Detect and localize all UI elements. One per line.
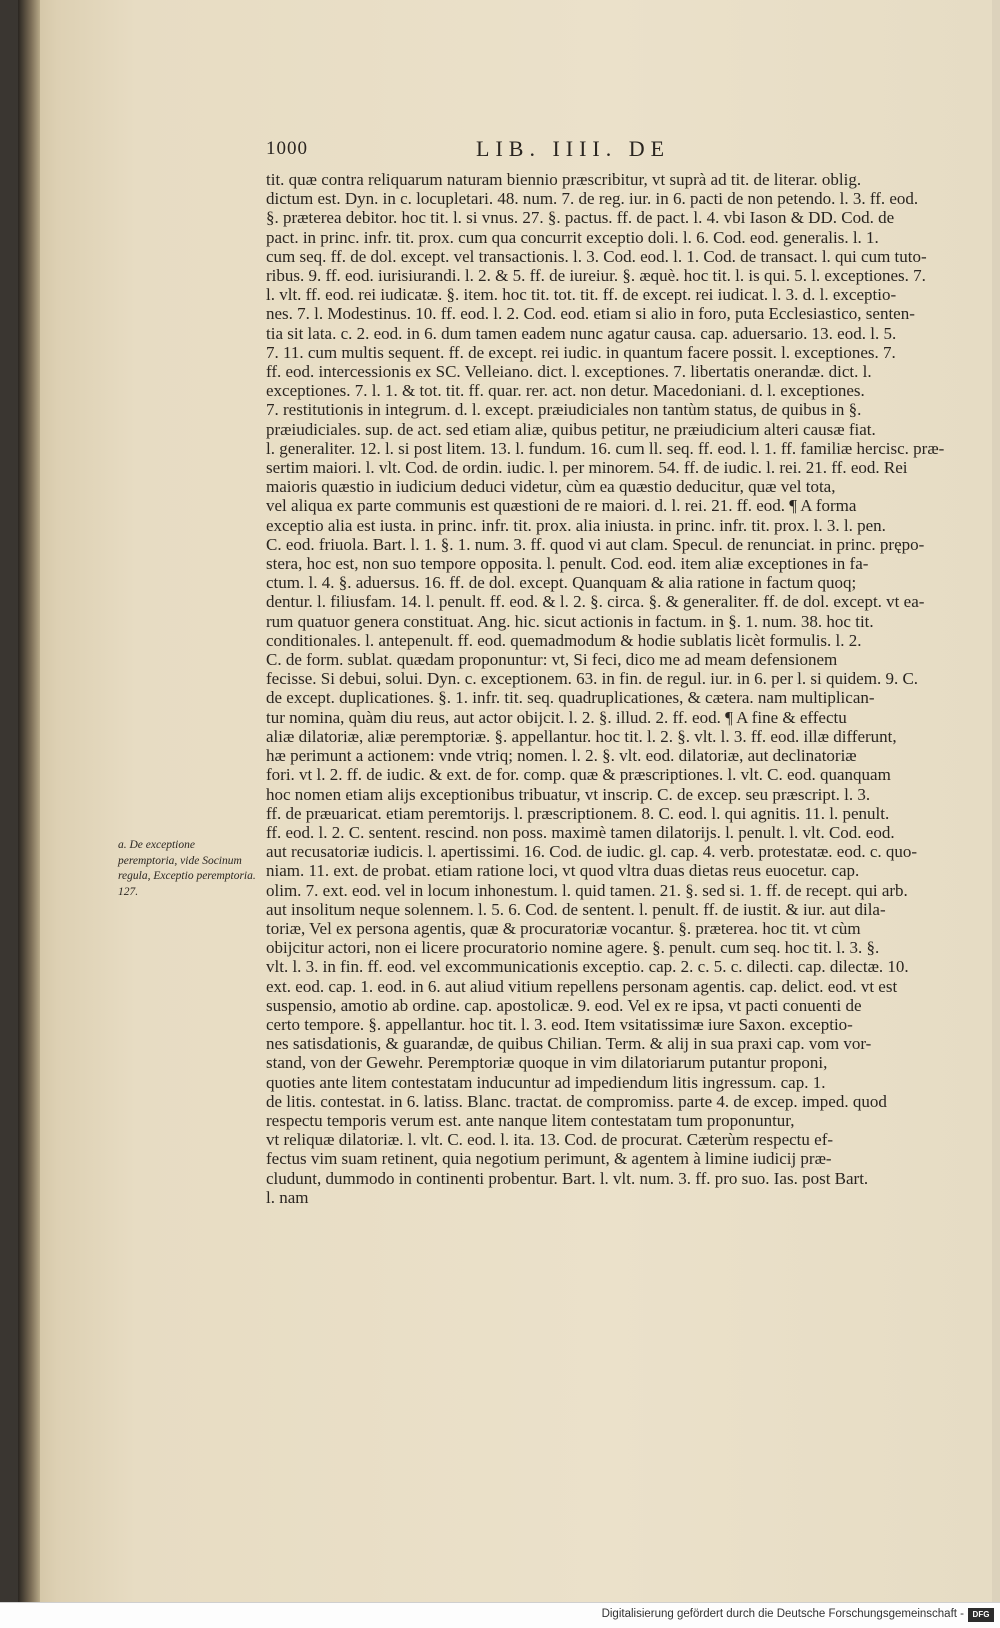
text-line: toriæ, Vel ex persona agentis, quæ & procuratoriæ vocantur. §. præterea. hoc tit. vt cùm — [266, 918, 861, 938]
book-spine — [18, 0, 40, 1627]
text-line: ctum. l. 4. §. aduersus. 16. ff. de dol. except. Quanquam & alia ratione in factum quoq; — [266, 573, 857, 593]
text-line: nes satisdationis, & guarandæ, de quibus Chilian. Term. & alij in sua praxi cap. vom vor- — [266, 1034, 872, 1054]
text-line: præiudiciales. sup. de act. sed etiam aliæ, quibus petitur, ne præiudicium alteri causæ fiat. — [266, 419, 876, 439]
text-line: ff. de præuaricat. etiam peremtorijs. l. præscriptionem. 8. C. eod. l. qui agnitis. 11. l. penult. — [266, 803, 890, 823]
text-line: fori. vt l. 2. ff. de iudic. & ext. de for. comp. quæ & præscriptiones. l. vlt. C. eod. quanquam — [266, 765, 891, 785]
text-line: C. de form. sublat. quædam proponuntur: vt, Si feci, dico me ad meam defensionem — [266, 650, 838, 670]
text-line: cludunt, dummodo in continenti probentur. Bart. l. vlt. num. 3. ff. pro suo. Ias. post Bart. — [266, 1168, 869, 1188]
text-line: stera, hoc est, non suo tempore opposita. l. penult. Cod. eod. item aliæ exceptiones in fa- — [266, 554, 869, 574]
text-line: §. præterea debitor. hoc tit. l. si vnus. 27. §. pactus. ff. de pact. l. 4. vbi Iason & DD. Cod. de — [266, 208, 895, 228]
text-line: niam. 11. ext. de probat. etiam ratione loci, vt quod vltra duas dietas reus euocetur. cap. — [266, 861, 860, 881]
text-line: tia sit lata. c. 2. eod. in 6. dum tamen eadem nunc agatur causa. cap. aduersario. 13. eod. l. 5. — [266, 323, 897, 343]
text-line: ribus. 9. ff. eod. iurisiurandi. l. 2. & 5. ff. de iureiur. §. æquè. hoc tit. l. is qui. 5. l. exceptiones. 7. — [266, 266, 926, 286]
text-line: sertim maiori. l. vlt. Cod. de ordin. iudic. l. per minorem. 54. ff. de iudic. l. rei. 21. ff. eod. Rei — [266, 458, 908, 478]
text-line: vel aliqua ex parte communis est quæstioni de re maiori. d. l. rei. 21. ff. eod. ¶ A forma — [266, 496, 857, 516]
text-line: de litis. contestat. in 6. latiss. Blanc. tractat. de compromiss. parte 4. de excep. imped. quod — [266, 1091, 887, 1111]
text-line: aut insolitum neque solennem. l. 5. 6. Cod. de sentent. l. penult. ff. de iustit. & iur. aut dila- — [266, 899, 886, 919]
text-line: vt reliquæ dilatoriæ. l. vlt. C. eod. l. ita. 13. Cod. de procurat. Cæterùm respectu ef- — [266, 1130, 834, 1150]
text-line: respectu temporis verum est. ante nanque litem contestatam tum proponuntur, — [266, 1110, 795, 1130]
page-number: 1000 — [266, 138, 308, 159]
text-line: stand, von der Gewehr. Peremptoriæ quoque in vim dilatoriarum putantur proponi, — [266, 1053, 828, 1073]
text-line: ext. eod. cap. 1. eod. in 6. aut aliud vitium repellens personam agentis. cap. delict. eod. vt est — [266, 976, 898, 996]
text-line: l. generaliter. 12. l. si post litem. 13. l. fundum. 16. cum ll. seq. ff. eod. l. 1. ff. familiæ hercisc. præ- — [266, 438, 945, 458]
text-line: 7. restitutionis in integrum. d. l. except. præiudiciales non tantùm status, de quibus in §. — [266, 400, 862, 420]
text-line: obijcitur actori, non ei licere procuratorio nomine agere. §. penult. cum seq. hoc tit. l. 3. §. — [266, 938, 880, 958]
text-line: ff. eod. intercessionis ex SC. Velleiano. dict. l. exceptiones. 7. libertatis onerandæ. dict. l. — [266, 362, 872, 382]
footer-credit: Digitalisierung gefördert durch die Deutsche Forschungsgemeinschaft - — [601, 1608, 964, 1620]
page-header — [266, 138, 926, 168]
text-line: pact. in princ. infr. tit. prox. cum qua concurrit exceptio doli. l. 6. Cod. eod. generalis. l. 1. — [266, 227, 879, 247]
text-line: hoc nomen etiam alijs exceptionibus tribuatur, vt inscrip. C. de excep. seu præscript. l. 3. — [266, 784, 871, 804]
text-line: exceptio alia est iusta. in princ. infr. tit. prox. alia iniusta. in princ. infr. tit. prox. l. 3. l. pen. — [266, 515, 886, 535]
text-line: nes. 7. l. Modestinus. 10. ff. eod. l. 2. Cod. eod. etiam si alio in foro, puta Ecclesiastico, senten- — [266, 304, 915, 324]
text-line: suspensio, amotio ab ordine. cap. apostolicæ. 9. eod. Vel ex re ipsa, vt pacti conuenti de — [266, 995, 862, 1015]
text-line: C. eod. friuola. Bart. l. 1. §. 1. num. 3. ff. quod vi aut clam. Specul. de renunciat. in princ. prępo- — [266, 534, 925, 554]
text-line: tit. quæ contra reliquarum naturam biennio præscribitur, vt suprà ad tit. de literar. oblig. — [266, 170, 862, 189]
text-line: tur nomina, quàm diu reus, aut actor obijcit. l. 2. §. illud. 2. ff. eod. ¶ A fine & effectu — [266, 707, 847, 727]
text-line: l. nam — [266, 1187, 309, 1207]
text-line: exceptiones. 7. l. 1. & tot. tit. ff. quar. rer. act. non detur. Macedoniani. d. l. exceptiones. — [266, 381, 865, 401]
text-line: de except. duplicationes. §. 1. infr. tit. seq. quadruplicationes, & cætera. nam multiplican- — [266, 688, 875, 708]
text-line: l. vlt. ff. eod. rei iudicatæ. §. item. hoc tit. tot. tit. ff. de except. rei iudicat. l. 3. d. l. exceptio- — [266, 285, 897, 305]
text-line: maioris quæstio in iudicium deduci videtur, cùm ea quæstio deducitur, quæ vel tota, — [266, 477, 836, 497]
dfg-logo: DFG — [968, 1608, 994, 1622]
text-line: conditionales. l. antepenult. ff. eod. quemadmodum & hodie sublatis licèt formulis. l. 2. — [266, 630, 862, 650]
running-title: LIB. IIII. DE — [476, 136, 671, 161]
text-line: fectus vim suam retinent, quia negotium perimunt, & agentem à limine iudicij præ- — [266, 1149, 832, 1169]
page-edge — [992, 0, 1000, 1627]
text-line: cum seq. ff. de dol. except. vel transactionis. l. 3. Cod. eod. l. 1. Cod. de transact. l. qui cum tuto- — [266, 246, 927, 266]
text-line: olim. 7. ext. eod. vel in locum inhonestum. l. quid tamen. 21. §. sed si. 1. ff. de recept. qui arb. — [266, 880, 908, 900]
text-line: fecisse. Si debui, solui. Dyn. c. exceptionem. 63. in fin. de regul. iur. in 6. per l. si quidem. 9. C. — [266, 669, 919, 689]
text-line: hæ perimunt a actionem: vnde vtriq; nomen. l. 2. §. vlt. eod. dilatoriæ, aut declinatoriæ — [266, 746, 857, 766]
text-line: aliæ dilatoriæ, aliæ peremptoriæ. §. appellantur. hoc tit. l. 2. §. vlt. l. 3. ff. eod. illæ differunt, — [266, 726, 897, 746]
text-line: quoties ante litem contestatam inducuntur ad impediendum litis ingressum. cap. 1. — [266, 1072, 826, 1092]
text-line: 7. 11. cum multis sequent. ff. de except. rei iudic. in quantum facere possit. l. exceptiones. 7. — [266, 342, 896, 362]
text-line: vlt. l. 3. in fin. ff. eod. vel excommunicationis exceptio. cap. 2. c. 5. c. dilecti. cap. dilectæ. 10. — [266, 957, 909, 977]
text-line: dentur. l. filiusfam. 14. l. penult. ff. eod. & l. 2. §. circa. §. & generaliter. ff. de dol. except. vt ea- — [266, 592, 925, 612]
text-line: aut recusatoriæ iudicis. l. apertissimi. 16. Cod. de iudic. gl. cap. 4. verb. protestatæ. eod. c. quo- — [266, 842, 918, 862]
text-line: dictum est. Dyn. in c. locupletari. 48. num. 7. de reg. iur. in 6. pacti de non petendo. l. 3. ff. eod. — [266, 189, 919, 209]
digitization-footer — [0, 1602, 1000, 1628]
text-line: ff. eod. l. 2. C. sentent. rescind. non poss. maximè tamen dilatorijs. l. penult. l. vlt. Cod. eod. — [266, 822, 895, 842]
marginal-note: a. De exceptione peremptoria, vide Socinum regula, Exceptio peremptoria. 127. — [118, 839, 256, 898]
text-line: certo tempore. §. appellantur. hoc tit. l. 3. eod. Item vsitatissimæ iure Saxon. exceptio- — [266, 1014, 853, 1034]
text-line: rum quatuor genera constituat. Ang. hic. sicut actionis in factum. in §. 1. num. 38. hoc tit. — [266, 611, 874, 631]
body-text — [266, 170, 952, 1207]
